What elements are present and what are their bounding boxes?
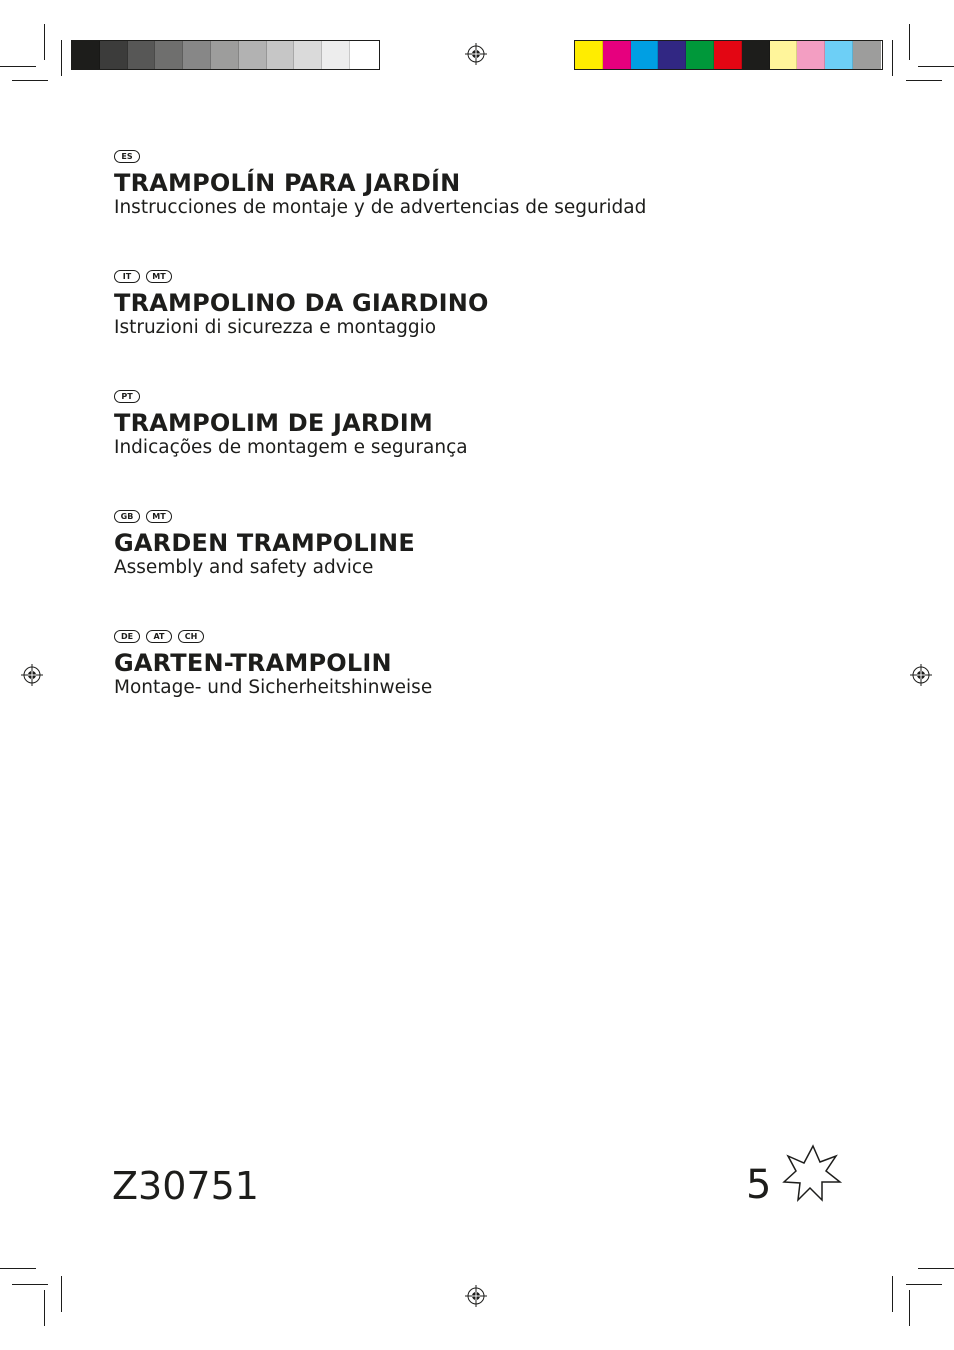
section-title: GARTEN-TRAMPOLIN (114, 649, 392, 677)
star-outline-icon (778, 1142, 842, 1206)
color-swatch (183, 41, 211, 69)
crop-mark (61, 40, 62, 76)
language-badge: PT (114, 390, 140, 403)
crop-mark (906, 1284, 942, 1285)
language-badges (114, 150, 646, 166)
crop-mark (918, 1268, 954, 1269)
section-de (114, 630, 432, 700)
crop-mark (12, 1284, 48, 1285)
language-badge: AT (146, 630, 172, 643)
color-swatch (155, 41, 183, 69)
color-swatch (603, 41, 631, 69)
section-subtitle: Montage- und Sicherheitshinweise (114, 677, 433, 698)
color-swatch (658, 41, 686, 69)
language-badges (114, 630, 432, 646)
language-badges (114, 390, 468, 406)
section-it (114, 270, 489, 340)
registration-mark-icon (465, 43, 487, 65)
warranty-years: 5 (746, 1162, 772, 1208)
language-badge: IT (114, 270, 140, 283)
color-swatch (128, 41, 156, 69)
color-swatch (322, 41, 350, 69)
crop-mark (892, 1276, 893, 1312)
section-gb (114, 510, 415, 580)
crop-mark (918, 66, 954, 67)
color-swatch (72, 41, 100, 69)
grayscale-bar (71, 40, 380, 70)
color-swatch (211, 41, 239, 69)
section-subtitle: Istruzioni di sicurezza e montaggio (114, 317, 437, 338)
language-badges (114, 270, 489, 286)
color-swatch (853, 41, 881, 69)
language-badge: DE (114, 630, 140, 643)
section-subtitle: Indicações de montagem e segurança (114, 437, 468, 458)
language-badge: GB (114, 510, 140, 523)
color-swatch (575, 41, 603, 69)
registration-mark-icon (910, 664, 932, 686)
crop-mark (909, 24, 910, 60)
section-subtitle: Assembly and safety advice (114, 557, 374, 578)
section-title: GARDEN TRAMPOLINE (114, 529, 415, 557)
color-swatch (631, 41, 659, 69)
section-subtitle: Instrucciones de montaje y de advertencias de seguridad (114, 197, 647, 218)
crop-mark (906, 80, 942, 81)
language-badge: MT (146, 510, 172, 523)
language-badge: ES (114, 150, 140, 163)
registration-mark-icon (21, 664, 43, 686)
crop-mark (0, 66, 36, 67)
registration-mark-icon (465, 1285, 487, 1307)
section-title: TRAMPOLINO DA GIARDINO (114, 289, 489, 317)
color-swatch (350, 41, 378, 69)
crop-mark (909, 1290, 910, 1326)
section-es (114, 150, 646, 220)
section-title: TRAMPOLÍN PARA JARDÍN (114, 169, 461, 197)
crop-mark (12, 80, 48, 81)
color-swatch (100, 41, 128, 69)
language-badge: MT (146, 270, 172, 283)
crop-mark (892, 40, 893, 76)
color-swatch (742, 41, 770, 69)
color-swatch (294, 41, 322, 69)
language-badges (114, 510, 415, 526)
color-swatch (239, 41, 267, 69)
color-swatch (770, 41, 798, 69)
section-pt (114, 390, 468, 460)
product-code: Z30751 (112, 1164, 259, 1208)
color-swatch (797, 41, 825, 69)
crop-mark (44, 1290, 45, 1326)
color-swatch (825, 41, 853, 69)
color-swatch (714, 41, 742, 69)
color-swatch (686, 41, 714, 69)
crop-mark (44, 24, 45, 60)
section-title: TRAMPOLIM DE JARDIM (114, 409, 433, 437)
color-swatch (267, 41, 295, 69)
crop-mark (61, 1276, 62, 1312)
color-bar (574, 40, 883, 70)
crop-mark (0, 1268, 36, 1269)
language-badge: CH (178, 630, 204, 643)
